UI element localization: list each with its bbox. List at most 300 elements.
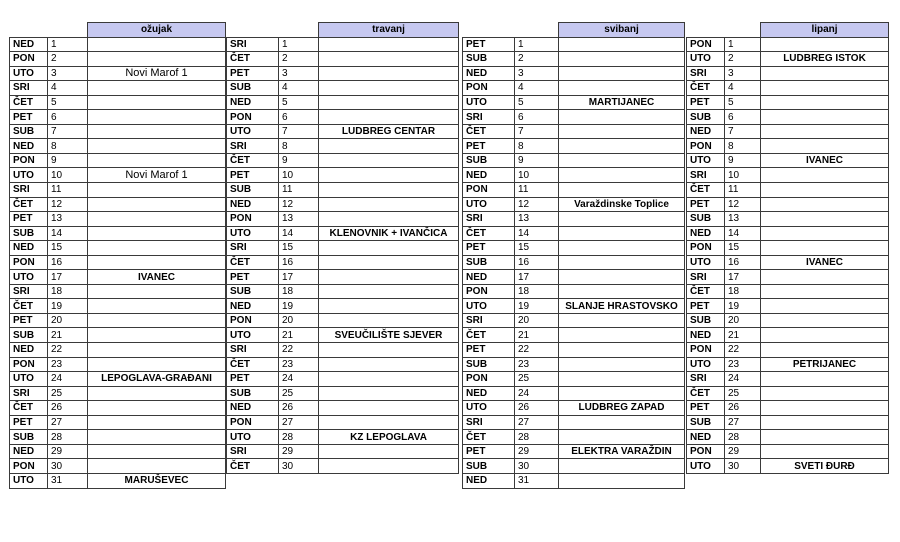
event-cell: KZ LEPOGLAVA <box>319 430 459 445</box>
table-row <box>227 444 459 459</box>
day-name-cell: NED <box>10 37 48 52</box>
event-cell <box>559 386 685 401</box>
table-row <box>687 415 889 430</box>
day-name-cell: SUB <box>463 459 515 474</box>
month-name: travanj <box>319 23 459 38</box>
event-cell <box>88 357 226 372</box>
event-cell <box>761 372 889 387</box>
day-name-cell: ČET <box>10 299 48 314</box>
event-cell: LUDBREG ISTOK <box>761 52 889 67</box>
day-name-cell: ČET <box>227 459 279 474</box>
day-number-cell: 21 <box>48 328 88 343</box>
day-number-cell: 24 <box>48 372 88 387</box>
day-name-cell: UTO <box>687 52 725 67</box>
day-number-cell: 22 <box>279 343 319 358</box>
event-cell <box>88 124 226 139</box>
event-cell <box>88 459 226 474</box>
table-row <box>687 241 889 256</box>
day-number-cell: 18 <box>279 284 319 299</box>
day-number-cell: 21 <box>725 328 761 343</box>
day-number-cell: 29 <box>48 444 88 459</box>
day-name-cell: NED <box>687 226 725 241</box>
table-row <box>687 139 889 154</box>
event-cell <box>761 226 889 241</box>
table-row <box>463 153 685 168</box>
day-number-cell: 12 <box>48 197 88 212</box>
table-row <box>463 401 685 416</box>
day-number-cell: 30 <box>725 459 761 474</box>
day-name-cell: PON <box>10 357 48 372</box>
table-row <box>227 241 459 256</box>
event-cell <box>88 95 226 110</box>
day-number-cell: 5 <box>48 95 88 110</box>
event-cell <box>761 241 889 256</box>
table-row <box>227 81 459 96</box>
day-name-cell: NED <box>463 66 515 81</box>
day-number-cell: 6 <box>515 110 559 125</box>
day-number-cell: 5 <box>515 95 559 110</box>
day-name-cell: ČET <box>227 357 279 372</box>
day-number-cell: 8 <box>48 139 88 154</box>
day-name-cell: PON <box>463 372 515 387</box>
table-row <box>463 357 685 372</box>
day-name-cell: NED <box>227 95 279 110</box>
day-name-cell: NED <box>227 197 279 212</box>
day-name-cell: ČET <box>10 95 48 110</box>
table-row <box>227 110 459 125</box>
event-cell <box>761 212 889 227</box>
table-row <box>687 52 889 67</box>
table-row <box>10 459 226 474</box>
day-number-cell: 11 <box>515 183 559 198</box>
day-name-cell: SUB <box>687 110 725 125</box>
day-name-cell: PET <box>227 270 279 285</box>
day-number-cell: 11 <box>279 183 319 198</box>
day-number-cell: 25 <box>48 386 88 401</box>
day-number-cell: 22 <box>48 343 88 358</box>
day-name-cell: PET <box>687 299 725 314</box>
event-cell <box>559 473 685 488</box>
table-row <box>463 241 685 256</box>
day-number-cell: 29 <box>515 444 559 459</box>
event-cell <box>88 255 226 270</box>
event-cell <box>88 299 226 314</box>
table-row <box>10 255 226 270</box>
day-name-cell: UTO <box>10 372 48 387</box>
event-cell <box>559 52 685 67</box>
event-cell <box>88 415 226 430</box>
table-row <box>10 401 226 416</box>
day-name-cell: PET <box>687 95 725 110</box>
header-spacer <box>463 23 515 38</box>
event-cell <box>319 415 459 430</box>
day-name-cell: NED <box>463 473 515 488</box>
table-row <box>10 473 226 488</box>
event-cell <box>88 183 226 198</box>
day-number-cell: 21 <box>515 328 559 343</box>
day-name-cell: PON <box>227 212 279 227</box>
day-name-cell: PET <box>463 343 515 358</box>
event-cell <box>319 386 459 401</box>
day-name-cell: UTO <box>687 153 725 168</box>
event-cell <box>761 139 889 154</box>
event-cell <box>319 153 459 168</box>
day-number-cell: 30 <box>48 459 88 474</box>
event-cell <box>88 110 226 125</box>
table-row <box>463 95 685 110</box>
day-number-cell: 28 <box>279 430 319 445</box>
day-number-cell: 13 <box>515 212 559 227</box>
table-row <box>227 415 459 430</box>
day-name-cell: UTO <box>10 270 48 285</box>
event-cell: Varaždinske Toplice <box>559 197 685 212</box>
event-cell <box>559 183 685 198</box>
table-row <box>687 284 889 299</box>
event-cell <box>559 153 685 168</box>
event-cell <box>761 37 889 52</box>
day-name-cell: PON <box>463 183 515 198</box>
day-name-cell: NED <box>463 168 515 183</box>
table-row <box>463 343 685 358</box>
event-cell <box>319 255 459 270</box>
table-row <box>227 343 459 358</box>
table-row <box>687 357 889 372</box>
day-name-cell: SRI <box>687 372 725 387</box>
table-row <box>463 183 685 198</box>
event-cell <box>88 197 226 212</box>
table-row <box>227 386 459 401</box>
table-row <box>227 270 459 285</box>
event-cell: SVETI ĐURĐ <box>761 459 889 474</box>
day-number-cell: 17 <box>515 270 559 285</box>
day-number-cell: 13 <box>279 212 319 227</box>
table-row <box>687 299 889 314</box>
day-number-cell: 27 <box>279 415 319 430</box>
table-row <box>10 372 226 387</box>
event-cell <box>88 153 226 168</box>
day-number-cell: 26 <box>725 401 761 416</box>
day-name-cell: PON <box>227 110 279 125</box>
day-number-cell: 31 <box>48 473 88 488</box>
event-cell <box>761 124 889 139</box>
event-cell: LUDBREG CENTAR <box>319 124 459 139</box>
day-number-cell: 6 <box>48 110 88 125</box>
month-header-row <box>227 23 459 38</box>
table-row <box>227 124 459 139</box>
day-name-cell: ČET <box>687 81 725 96</box>
day-name-cell: PON <box>687 343 725 358</box>
table-row <box>227 459 459 474</box>
event-cell <box>559 328 685 343</box>
day-number-cell: 28 <box>725 430 761 445</box>
table-row <box>463 124 685 139</box>
event-cell <box>761 183 889 198</box>
table-row <box>687 226 889 241</box>
event-cell: SVEUČILIŠTE SJEVER <box>319 328 459 343</box>
event-cell <box>559 37 685 52</box>
event-cell <box>559 110 685 125</box>
day-name-cell: SRI <box>10 81 48 96</box>
day-number-cell: 16 <box>279 255 319 270</box>
table-row <box>463 473 685 488</box>
month-table-3 <box>686 22 889 474</box>
day-number-cell: 16 <box>515 255 559 270</box>
day-number-cell: 14 <box>515 226 559 241</box>
event-cell <box>559 430 685 445</box>
table-row <box>687 95 889 110</box>
table-row <box>463 52 685 67</box>
day-name-cell: SUB <box>687 313 725 328</box>
month-table-0 <box>9 22 226 489</box>
day-number-cell: 14 <box>725 226 761 241</box>
day-number-cell: 20 <box>279 313 319 328</box>
event-cell <box>761 386 889 401</box>
event-cell <box>559 241 685 256</box>
event-cell <box>761 197 889 212</box>
day-name-cell: PET <box>463 241 515 256</box>
day-name-cell: ČET <box>687 183 725 198</box>
table-row <box>227 212 459 227</box>
day-number-cell: 7 <box>48 124 88 139</box>
day-name-cell: UTO <box>10 168 48 183</box>
day-number-cell: 17 <box>725 270 761 285</box>
day-name-cell: SUB <box>463 52 515 67</box>
day-number-cell: 5 <box>279 95 319 110</box>
table-row <box>10 444 226 459</box>
day-name-cell: ČET <box>687 386 725 401</box>
day-number-cell: 14 <box>48 226 88 241</box>
month-table-1 <box>226 22 459 474</box>
table-row <box>463 81 685 96</box>
event-cell <box>761 270 889 285</box>
event-cell <box>319 357 459 372</box>
event-cell: ELEKTRA VARAŽDIN <box>559 444 685 459</box>
day-name-cell: NED <box>463 386 515 401</box>
day-name-cell: NED <box>687 124 725 139</box>
day-number-cell: 30 <box>515 459 559 474</box>
header-spacer <box>48 23 88 38</box>
table-row <box>10 226 226 241</box>
event-cell <box>761 328 889 343</box>
day-name-cell: UTO <box>687 255 725 270</box>
table-row <box>463 139 685 154</box>
event-cell <box>559 313 685 328</box>
day-name-cell: SUB <box>463 153 515 168</box>
day-number-cell: 1 <box>515 37 559 52</box>
event-cell <box>319 95 459 110</box>
day-number-cell: 15 <box>279 241 319 256</box>
header-spacer <box>10 23 48 38</box>
table-row <box>463 168 685 183</box>
table-row <box>10 313 226 328</box>
table-row <box>10 37 226 52</box>
day-name-cell: PON <box>10 52 48 67</box>
day-number-cell: 10 <box>279 168 319 183</box>
table-row <box>10 299 226 314</box>
day-number-cell: 23 <box>48 357 88 372</box>
day-name-cell: UTO <box>10 66 48 81</box>
day-number-cell: 23 <box>279 357 319 372</box>
table-row <box>463 226 685 241</box>
table-row <box>687 401 889 416</box>
event-cell: LEPOGLAVA-GRAĐANI <box>88 372 226 387</box>
day-name-cell: SRI <box>227 343 279 358</box>
day-name-cell: NED <box>10 241 48 256</box>
event-cell <box>88 444 226 459</box>
event-cell <box>88 139 226 154</box>
day-number-cell: 4 <box>279 81 319 96</box>
event-cell <box>319 241 459 256</box>
day-name-cell: SUB <box>10 328 48 343</box>
day-number-cell: 4 <box>725 81 761 96</box>
day-number-cell: 28 <box>515 430 559 445</box>
month-header-row <box>10 23 226 38</box>
day-name-cell: SRI <box>227 241 279 256</box>
table-row <box>687 255 889 270</box>
day-number-cell: 9 <box>48 153 88 168</box>
event-cell <box>761 430 889 445</box>
month-header-row <box>463 23 685 38</box>
table-row <box>463 37 685 52</box>
event-cell <box>319 270 459 285</box>
day-name-cell: SUB <box>463 255 515 270</box>
day-name-cell: NED <box>227 299 279 314</box>
event-cell <box>559 124 685 139</box>
table-row <box>10 95 226 110</box>
day-name-cell: SUB <box>463 357 515 372</box>
table-row <box>463 386 685 401</box>
table-row <box>227 255 459 270</box>
event-cell <box>319 37 459 52</box>
table-row <box>10 328 226 343</box>
table-row <box>687 270 889 285</box>
event-cell: KLENOVNIK + IVANČICA <box>319 226 459 241</box>
day-name-cell: SRI <box>227 37 279 52</box>
header-spacer <box>725 23 761 38</box>
table-row <box>463 270 685 285</box>
day-name-cell: NED <box>463 270 515 285</box>
day-number-cell: 10 <box>725 168 761 183</box>
event-cell <box>88 343 226 358</box>
event-cell <box>559 270 685 285</box>
event-cell <box>319 110 459 125</box>
day-number-cell: 19 <box>279 299 319 314</box>
day-number-cell: 29 <box>279 444 319 459</box>
day-number-cell: 6 <box>279 110 319 125</box>
day-name-cell: SRI <box>10 386 48 401</box>
event-cell <box>88 430 226 445</box>
table-row <box>687 444 889 459</box>
day-number-cell: 27 <box>515 415 559 430</box>
event-cell <box>761 81 889 96</box>
table-row <box>687 66 889 81</box>
event-cell <box>88 401 226 416</box>
event-cell: Novi Marof 1 <box>88 66 226 81</box>
event-cell: SLANJE HRASTOVSKO <box>559 299 685 314</box>
table-row <box>463 372 685 387</box>
day-name-cell: SRI <box>463 110 515 125</box>
day-number-cell: 4 <box>48 81 88 96</box>
month-name: lipanj <box>761 23 889 38</box>
table-row <box>687 212 889 227</box>
table-row <box>10 241 226 256</box>
event-cell <box>559 81 685 96</box>
table-row <box>687 183 889 198</box>
day-number-cell: 7 <box>515 124 559 139</box>
table-row <box>10 284 226 299</box>
table-row <box>10 110 226 125</box>
month-name: svibanj <box>559 23 685 38</box>
table-row <box>227 313 459 328</box>
day-name-cell: SRI <box>10 183 48 198</box>
event-cell: IVANEC <box>761 153 889 168</box>
day-number-cell: 24 <box>515 386 559 401</box>
event-cell <box>559 284 685 299</box>
day-number-cell: 10 <box>515 168 559 183</box>
day-number-cell: 20 <box>515 313 559 328</box>
day-number-cell: 19 <box>515 299 559 314</box>
day-name-cell: ČET <box>227 52 279 67</box>
table-row <box>227 37 459 52</box>
event-cell <box>761 401 889 416</box>
day-name-cell: SUB <box>227 183 279 198</box>
event-cell <box>319 343 459 358</box>
table-row <box>687 81 889 96</box>
day-number-cell: 20 <box>48 313 88 328</box>
day-name-cell: UTO <box>227 226 279 241</box>
day-number-cell: 1 <box>725 37 761 52</box>
day-number-cell: 13 <box>725 212 761 227</box>
day-number-cell: 1 <box>279 37 319 52</box>
table-row <box>463 299 685 314</box>
day-number-cell: 24 <box>279 372 319 387</box>
day-number-cell: 21 <box>279 328 319 343</box>
table-row <box>463 66 685 81</box>
month-table-2 <box>462 22 685 489</box>
day-number-cell: 5 <box>725 95 761 110</box>
day-number-cell: 19 <box>48 299 88 314</box>
day-name-cell: SUB <box>10 226 48 241</box>
day-name-cell: SUB <box>10 430 48 445</box>
day-number-cell: 29 <box>725 444 761 459</box>
day-number-cell: 16 <box>725 255 761 270</box>
table-row <box>10 168 226 183</box>
table-row <box>687 168 889 183</box>
table-row <box>10 343 226 358</box>
day-number-cell: 9 <box>515 153 559 168</box>
table-row <box>10 153 226 168</box>
event-cell <box>559 372 685 387</box>
day-name-cell: UTO <box>227 430 279 445</box>
day-name-cell: PON <box>687 241 725 256</box>
day-name-cell: PON <box>10 153 48 168</box>
day-number-cell: 22 <box>725 343 761 358</box>
table-row <box>227 197 459 212</box>
event-cell <box>559 66 685 81</box>
table-row <box>227 226 459 241</box>
day-number-cell: 26 <box>279 401 319 416</box>
table-row <box>463 430 685 445</box>
day-name-cell: PON <box>687 139 725 154</box>
day-number-cell: 9 <box>279 153 319 168</box>
day-name-cell: UTO <box>10 473 48 488</box>
day-number-cell: 30 <box>279 459 319 474</box>
table-row <box>10 52 226 67</box>
day-name-cell: PON <box>10 459 48 474</box>
event-cell <box>559 139 685 154</box>
day-number-cell: 25 <box>725 386 761 401</box>
event-cell: MARTIJANEC <box>559 95 685 110</box>
